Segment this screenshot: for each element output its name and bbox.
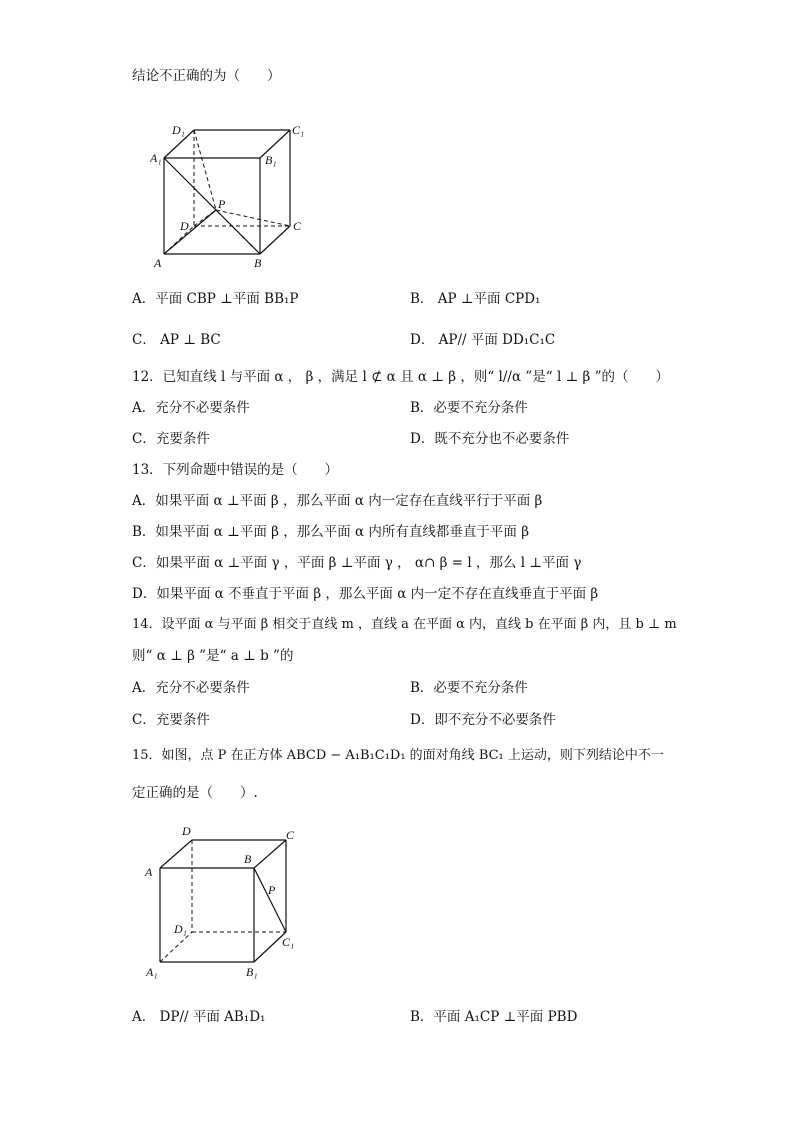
q12-stem: 12．已知直线 l 与平面 α ， β ，满足 l ⊄ α 且 α ⊥ β ，则“ l//α ”是“ l ⊥ β ”的（ ） bbox=[132, 369, 670, 385]
q14-stem-line2: 则“ α ⊥ β ”是“ a ⊥ b ”的 bbox=[132, 648, 294, 664]
q11-option-c: C． AP ⊥ BC bbox=[132, 332, 221, 348]
q13-option-b: B．如果平面 α ⊥平面 β ，那么平面 α 内所有直线都垂直于平面 β bbox=[132, 524, 529, 540]
label-B: B bbox=[254, 256, 262, 270]
label-B1: B₁ bbox=[246, 965, 258, 979]
intro-line: 结论不正确的为（ ） bbox=[132, 68, 281, 84]
label-D: D bbox=[180, 219, 189, 233]
q12-option-b: B．必要不充分条件 bbox=[410, 400, 528, 416]
q14-option-d: D．即不充分不必要条件 bbox=[410, 712, 556, 728]
q15-option-b: B．平面 A₁CP ⊥平面 PBD bbox=[410, 1009, 578, 1025]
cube-figure-2 bbox=[140, 822, 320, 982]
cube-figure-1 bbox=[150, 120, 340, 270]
label-A: A bbox=[145, 865, 153, 879]
q12-option-d: D．既不充分也不必要条件 bbox=[410, 431, 570, 447]
label-C: C bbox=[286, 828, 295, 842]
q12-option-a: A．充分不必要条件 bbox=[132, 400, 250, 416]
q12-option-c: C．充要条件 bbox=[132, 431, 210, 447]
label-P: P bbox=[268, 883, 276, 897]
label-D1: D₁ bbox=[174, 922, 187, 936]
q14-option-b: B．必要不充分条件 bbox=[410, 680, 528, 696]
q13-option-d: D．如果平面 α 不垂直于平面 β ，那么平面 α 内一定不存在直线垂直于平面 β bbox=[132, 586, 599, 602]
q14-stem-line1: 14．设平面 α 与平面 β 相交于直线 m ，直线 a 在平面 α 内，直线 b 在平面 β 内，且 b ⊥ m bbox=[132, 617, 677, 632]
label-C1: C₁ bbox=[282, 935, 295, 949]
label-A: A bbox=[154, 256, 162, 270]
q15-option-a: A． DP// 平面 AB₁D₁ bbox=[132, 1009, 266, 1025]
q13-option-a: A．如果平面 α ⊥平面 β ，那么平面 α 内一定存在直线平行于平面 β bbox=[132, 493, 543, 509]
label-P: P bbox=[218, 197, 226, 211]
label-D1: D₁ bbox=[172, 123, 185, 137]
label-B1: B₁ bbox=[265, 153, 277, 167]
q14-option-a: A．充分不必要条件 bbox=[132, 680, 250, 696]
q11-option-b: B． AP ⊥平面 CPD₁ bbox=[410, 291, 541, 307]
q15-stem-line2: 定正确的是（ ）. bbox=[132, 785, 258, 801]
label-A1: A₁ bbox=[150, 151, 162, 165]
label-A1: A₁ bbox=[146, 965, 158, 979]
q11-option-d: D． AP// 平面 DD₁C₁C bbox=[410, 332, 556, 348]
label-C1: C₁ bbox=[292, 123, 305, 137]
label-D: D bbox=[182, 824, 191, 838]
label-C: C bbox=[293, 219, 302, 233]
label-B: B bbox=[244, 852, 252, 866]
q15-stem-line1: 15．如图，点 P 在正方体 ABCD − A₁B₁C₁D₁ 的面对角线 BC₁ 上运动，则下列结论中不一 bbox=[132, 748, 664, 763]
q13-option-c: C．如果平面 α ⊥平面 γ ，平面 β ⊥平面 γ ， α∩ β = l ，那么 l ⊥平面 γ bbox=[132, 555, 582, 571]
q13-stem: 13．下列命题中错误的是（ ） bbox=[132, 462, 339, 478]
q11-option-a: A．平面 CBP ⊥平面 BB₁P bbox=[132, 291, 299, 307]
q14-option-c: C．充要条件 bbox=[132, 712, 210, 728]
